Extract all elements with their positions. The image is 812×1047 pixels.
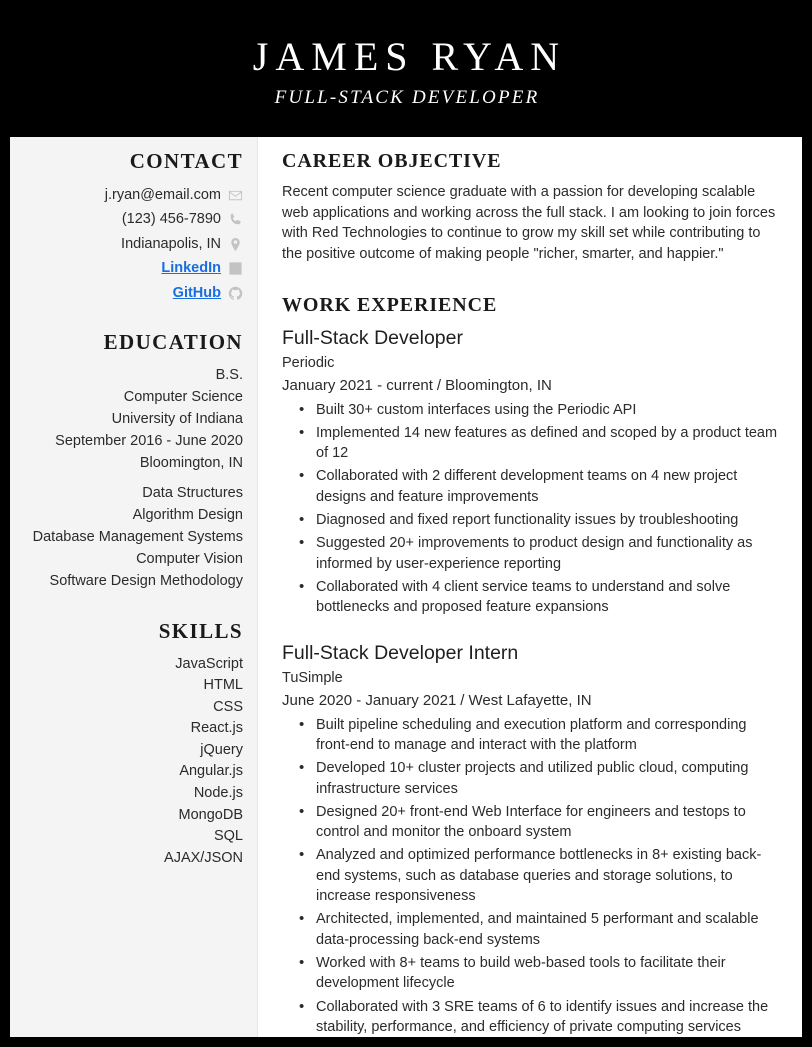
professional-title: FULL-STACK DEVELOPER xyxy=(274,87,540,108)
job-meta-separator: / xyxy=(460,692,465,710)
coursework-item: Software Design Methodology xyxy=(49,573,243,590)
job-bullet-list xyxy=(282,715,780,1037)
job-bullet: • Diagnosed and fixed report functionality issues by troubleshooting xyxy=(314,510,780,530)
phone-icon xyxy=(228,212,243,227)
job-meta xyxy=(282,376,780,396)
contact-item-linkedin[interactable] xyxy=(20,257,243,279)
skill-item: AJAX/JSON xyxy=(164,849,243,866)
main-column xyxy=(258,137,802,1037)
skill-item: CSS xyxy=(213,698,243,715)
job-bullet: • Built pipeline scheduling and execution platform and corresponding front-end to manage and interact with the platform xyxy=(314,715,780,756)
job-bullet: • Collaborated with 3 SRE teams of 6 to identify issues and increase the stability, performance, and efficiency of private computing services xyxy=(314,997,780,1038)
contact-item-email xyxy=(20,184,243,206)
career-objective-text: Recent computer science graduate with a passion for developing scalable web applications and working across the full stack. I am looking to join forces with Red Technologies to continue to grow my skill set while contributing to the positive outcome of making people "richer, smarter, and happier." xyxy=(282,184,776,262)
contact-heading: CONTACT xyxy=(129,149,243,173)
education-location: Bloomington, IN xyxy=(139,455,243,472)
skill-item: JavaScript xyxy=(175,655,243,672)
job-bullet: • Collaborated with 2 different development teams on 4 new project designs and feature improvements xyxy=(314,466,780,507)
job-meta-separator: / xyxy=(436,377,442,395)
job-bullet: • Architected, implemented, and maintained 5 performant and scalable data-processing back-end systems xyxy=(314,909,780,950)
job-bullet-list xyxy=(282,400,780,618)
education-field: Computer Science xyxy=(123,389,243,406)
skill-item: jQuery xyxy=(200,741,243,758)
skill-item: React.js xyxy=(190,720,243,737)
coursework-item: Database Management Systems xyxy=(32,529,243,546)
job-bullet: • Implemented 14 new features as defined and scoped by a product team of 12 xyxy=(314,423,780,464)
contact-item-github[interactable] xyxy=(20,282,243,304)
github-link[interactable]: GitHub xyxy=(172,284,221,301)
skill-item: MongoDB xyxy=(178,806,243,823)
job-dates: January 2021 - current xyxy=(282,377,433,395)
location-pin-icon xyxy=(228,237,243,252)
job-bullet: • Collaborated with 4 client service teams to understand and solve bottlenecks and proposed feature expansions xyxy=(314,577,780,618)
work-experience-heading: WORK EXPERIENCE xyxy=(282,294,498,317)
job-bullet: • Suggested 20+ improvements to product design and functionality as informed by user-experience reporting xyxy=(314,533,780,574)
contact-email-text: j.ryan@email.com xyxy=(104,187,221,203)
job-bullet: • Designed 20+ front-end Web Interface for engineers and testops to control and monitor the onboard system xyxy=(314,802,780,843)
linkedin-icon[interactable] xyxy=(228,261,243,276)
linkedin-link[interactable]: LinkedIn xyxy=(161,260,221,277)
job-location: Bloomington, IN xyxy=(445,377,552,395)
skill-item: Node.js xyxy=(193,784,243,801)
skills-heading: SKILLS xyxy=(158,618,243,643)
career-objective-heading: CAREER OBJECTIVE xyxy=(282,150,502,172)
job-bullet: • Developed 10+ cluster projects and utilized public cloud, computing infrastructure services xyxy=(314,758,780,799)
coursework-item: Data Structures xyxy=(142,485,243,502)
job-company: TuSimple xyxy=(282,669,343,686)
job-entry xyxy=(282,326,780,617)
envelope-icon xyxy=(228,188,243,203)
education-school: University of Indiana xyxy=(111,411,243,428)
education-dates: September 2016 - June 2020 xyxy=(55,433,243,450)
coursework-item: Computer Vision xyxy=(136,551,243,568)
job-bullet: • Analyzed and optimized performance bottlenecks in 8+ existing back-end systems, such as database queries and storage solutions, to increase responsiveness xyxy=(314,845,780,906)
github-icon[interactable] xyxy=(228,286,243,301)
education-degree: B.S. xyxy=(215,367,243,384)
sidebar xyxy=(10,137,258,1037)
contact-location-text: Indianapolis, IN xyxy=(121,235,221,252)
skill-item: Angular.js xyxy=(179,763,243,780)
job-location: West Lafayette, IN xyxy=(468,692,592,710)
skill-item: SQL xyxy=(213,828,243,845)
contact-item-location xyxy=(20,233,243,255)
job-meta xyxy=(282,691,780,711)
job-bullet: • Built 30+ custom interfaces using the Periodic API xyxy=(314,400,780,420)
skill-item: HTML xyxy=(203,677,243,694)
job-entry xyxy=(282,641,780,1037)
resume-body xyxy=(10,137,802,1037)
job-company: Periodic xyxy=(282,354,335,371)
resume-header xyxy=(0,0,812,137)
job-bullet: • Worked with 8+ teams to build web-based tools to facilitate their development lifecycle xyxy=(314,953,780,994)
job-title: Full-Stack Developer Intern xyxy=(282,642,519,665)
page-title: JAMES RYAN xyxy=(252,34,567,79)
contact-phone-text: (123) 456-7890 xyxy=(121,211,221,228)
job-dates: June 2020 - January 2021 xyxy=(282,692,457,710)
job-title: Full-Stack Developer xyxy=(282,327,463,350)
coursework-item: Algorithm Design xyxy=(132,507,243,524)
education-heading: EDUCATION xyxy=(103,330,243,355)
contact-item-phone xyxy=(20,208,243,230)
